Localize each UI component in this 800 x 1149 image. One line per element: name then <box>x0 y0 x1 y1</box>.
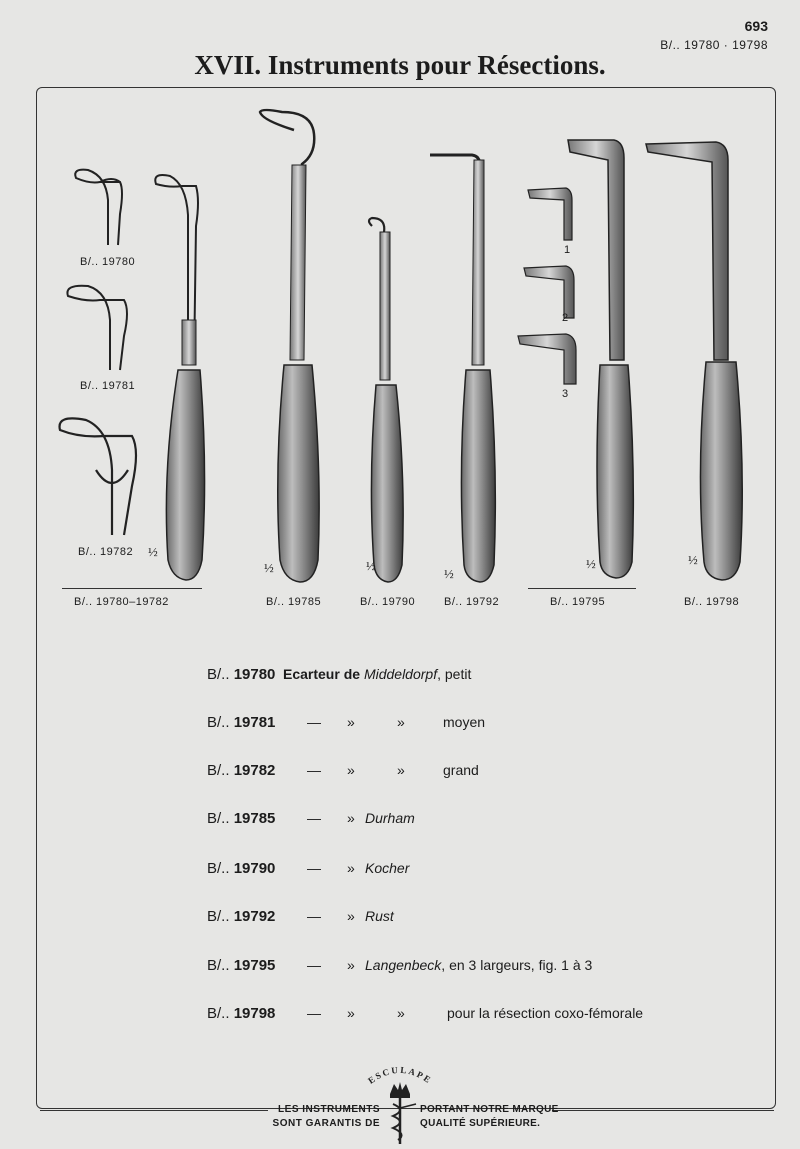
middeldorpf-instrument-icon <box>155 175 204 580</box>
item-code: 19795 <box>233 957 276 974</box>
item-prefix: B/.. <box>207 1005 230 1022</box>
item-dash: — <box>307 714 321 730</box>
scale-mark: ½ <box>264 560 274 575</box>
item-prefix: B/.. <box>207 810 230 827</box>
kocher-instrument-icon <box>369 218 403 582</box>
ditto-mark: » <box>347 714 355 730</box>
ditto-mark: » <box>347 860 355 876</box>
caduceus-emblem-icon <box>380 1080 420 1146</box>
ditto-mark: » <box>397 1005 405 1021</box>
figure-label-19798: B/.. 19798 <box>684 596 740 608</box>
item-prefix: B/.. <box>207 957 230 974</box>
item-code: 19781 <box>233 714 276 731</box>
item-dash: — <box>307 860 321 876</box>
figure-label-19785: B/.. 19785 <box>266 596 322 608</box>
ditto-mark: » <box>347 908 355 924</box>
item-word: grand <box>443 762 479 778</box>
figure-label-19790: B/.. 19790 <box>360 596 416 608</box>
item-name: Kocher <box>365 860 410 876</box>
item-dash: — <box>307 908 321 924</box>
figure-label-19795: B/.. 19795 <box>550 596 606 608</box>
middeldorpf-medium-icon <box>67 286 127 370</box>
fig-number: 1 <box>564 244 571 256</box>
item-word: pour la résection coxo-fémorale <box>447 1005 644 1021</box>
item-prefix: B/.. <box>207 762 230 779</box>
footer-right-line1: PORTANT NOTRE MARQUE <box>420 1104 559 1115</box>
item-name: Durham <box>365 810 415 826</box>
item-prefix: B/.. <box>207 666 230 683</box>
fig-number: 2 <box>562 312 569 324</box>
group-bracket <box>528 588 636 589</box>
item-code: 19780 <box>233 666 276 683</box>
item-dash: — <box>307 810 321 826</box>
ditto-mark: » <box>397 714 405 730</box>
footer-rule-left <box>40 1110 268 1111</box>
item-dash: — <box>307 762 321 778</box>
ditto-mark: » <box>397 762 405 778</box>
middeldorpf-small-icon <box>75 170 122 245</box>
scale-mark: ½ <box>688 552 698 567</box>
coxofemoral-instrument-icon <box>646 142 742 580</box>
item-code: 19782 <box>233 762 276 779</box>
footer-text-left <box>270 1103 380 1131</box>
langenbeck-instrument-icon <box>568 140 633 578</box>
item-suffix: , petit <box>437 666 472 682</box>
item-name: Middeldorpf <box>363 666 438 682</box>
figure-label-19782: B/.. 19782 <box>78 546 134 558</box>
item-code: 19785 <box>233 810 276 827</box>
page-title: XVII. Instruments pour Résections. <box>194 50 606 80</box>
item-code: 19790 <box>233 860 276 877</box>
ditto-mark: » <box>347 1005 355 1021</box>
footer-left-line2: SONT GARANTIS DE <box>272 1118 380 1129</box>
item-prefix: B/.. <box>207 860 230 877</box>
item-dash: — <box>307 1005 321 1021</box>
scale-mark: ½ <box>148 544 158 559</box>
item-suffix: , en 3 largeurs, fig. 1 à 3 <box>441 957 593 973</box>
ditto-mark: » <box>347 810 355 826</box>
brand-text: ESCULAPE <box>366 1064 435 1086</box>
footer-right-line2: QUALITÉ SUPÉRIEURE. <box>420 1118 541 1129</box>
footer-left-line1: LES INSTRUMENTS <box>278 1104 380 1115</box>
figure-label-group-19780-19782: B/.. 19780–19782 <box>74 596 169 608</box>
ditto-mark: » <box>347 762 355 778</box>
scale-mark: ½ <box>444 566 454 581</box>
group-bracket <box>62 588 202 589</box>
item-text: Ecarteur de <box>283 666 361 682</box>
item-prefix: B/.. <box>207 714 230 731</box>
footer-rule-right <box>552 1110 774 1111</box>
item-name: Langenbeck <box>365 957 442 973</box>
item-word: moyen <box>443 714 486 730</box>
durham-instrument-icon <box>260 110 319 582</box>
figure-label-19781: B/.. 19781 <box>80 380 136 392</box>
rust-instrument-icon <box>430 155 495 582</box>
scale-mark: ½ <box>366 558 376 573</box>
fig-number: 3 <box>562 388 569 400</box>
footer-text-right <box>420 1103 559 1131</box>
langenbeck-blade-icon <box>518 188 576 384</box>
item-prefix: B/.. <box>207 908 230 925</box>
page-range: B/.. 19780 · 19798 <box>660 38 768 52</box>
ditto-mark: » <box>347 957 355 973</box>
figure-label-19792: B/.. 19792 <box>444 596 500 608</box>
page-number: 693 <box>744 18 768 34</box>
item-dash: — <box>307 957 321 973</box>
figure-label-19780: B/.. 19780 <box>80 256 136 268</box>
item-name: Rust <box>365 908 394 924</box>
scale-mark: ½ <box>586 556 596 571</box>
item-code: 19792 <box>233 908 276 925</box>
item-code: 19798 <box>233 1005 276 1022</box>
middeldorpf-large-icon <box>60 418 136 535</box>
